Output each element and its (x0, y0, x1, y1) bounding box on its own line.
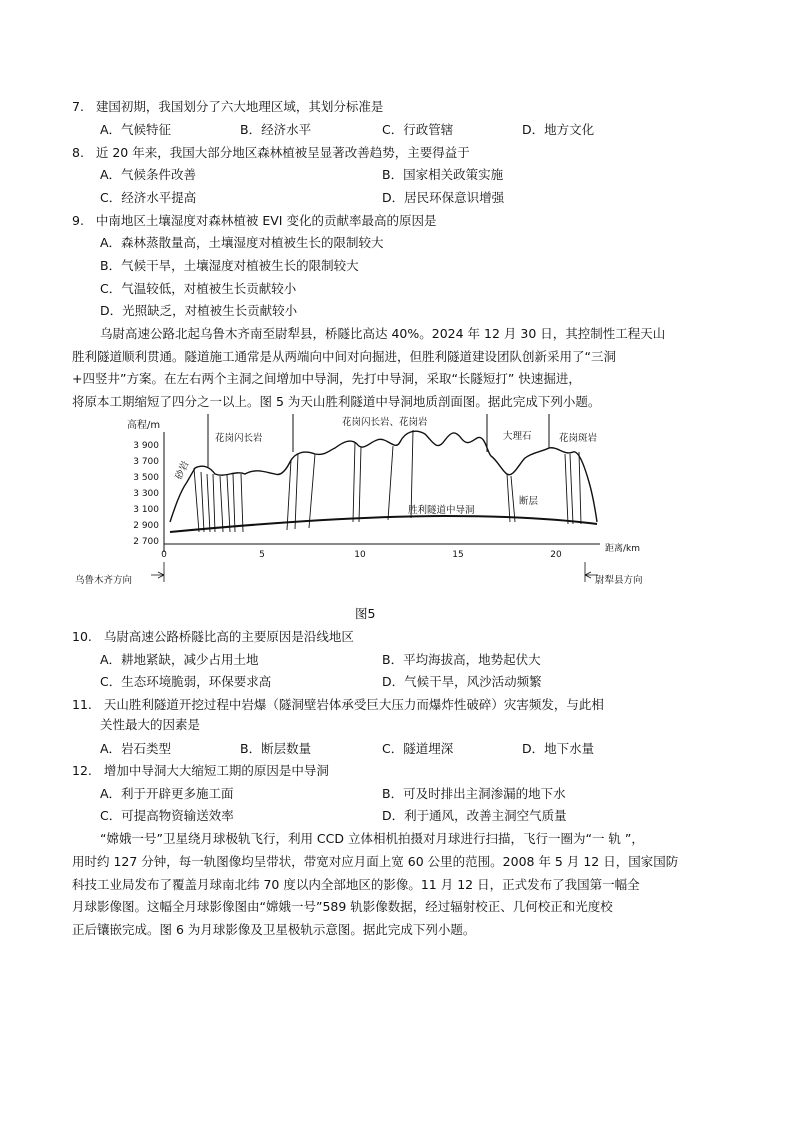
x-tick-15: 15 (452, 550, 464, 560)
q12-option-c[interactable]: C．可提高物资输送效率 (100, 808, 234, 823)
q8-option-a[interactable]: A．气候条件改善 (100, 167, 197, 182)
q11-option-c[interactable]: C．隧道埋深 (382, 741, 454, 756)
left-arrow-icon (151, 572, 164, 578)
passage1-line-1: 乌尉高速公路北起乌鲁木齐南至尉犁县，桥隧比高达 40%。2024 年 12 月 30 日，其控制性工程天山 (100, 326, 666, 341)
figure-5-caption: 图5 (355, 606, 376, 621)
y-tick-2900: 2 900 (133, 521, 159, 531)
x-tick-5: 5 (259, 550, 265, 560)
q11-option-b[interactable]: B．断层数量 (240, 741, 312, 756)
passage2-line-1: “嫦娥一号”卫星绕月球极轨飞行，利用 CCD 立体相机拍摄对月球进行扫描，飞行一圈为“一 轨 ”， (100, 831, 644, 846)
passage2-line-5: 正后镶嵌完成。图 6 为月球影像及卫星极轨示意图。据此完成下列小题。 (72, 922, 476, 937)
q11-option-d[interactable]: D．地下水量 (522, 741, 595, 756)
q11-option-a[interactable]: A．岩石类型 (100, 741, 172, 756)
x-tick-0: 0 (161, 550, 167, 560)
label-granodiorite-granite: 花岗闪长岩、花岗岩 (342, 417, 428, 428)
q12-option-a[interactable]: A．利于开辟更多施工面 (100, 786, 234, 801)
y-tick-3900: 3 900 (133, 441, 159, 451)
x-tick-10: 10 (354, 550, 366, 560)
q12-option-d[interactable]: D．利于通风，改善主洞空气质量 (382, 808, 567, 823)
label-granite-porphyry: 花岗斑岩 (559, 433, 598, 444)
q9-option-b[interactable]: B．气候干旱，土壤湿度对植被生长的限制较大 (100, 258, 359, 273)
question-8-stem: 8. 近 20 年来，我国大部分地区森林植被呈显著改善趋势，主要得益于 (72, 145, 470, 160)
left-direction-label: 乌鲁木齐方向 (75, 575, 133, 586)
question-12-stem: 12. 增加中导洞大大缩短工期的原因是中导洞 (72, 763, 329, 778)
q8-option-b[interactable]: B．国家相关政策实施 (382, 167, 504, 182)
y-tick-3700: 3 700 (133, 457, 159, 467)
y-tick-3100: 3 100 (133, 505, 159, 515)
geologic-profile-figure (75, 412, 655, 627)
y-tick-3300: 3 300 (133, 489, 159, 499)
q10-option-a[interactable]: A．耕地紧缺，减少占用土地 (100, 652, 259, 667)
q10-option-c[interactable]: C．生态环境脆弱，环保要求高 (100, 674, 272, 689)
y-axis-label: 高程/m (127, 420, 161, 431)
right-direction-label: 尉犁县方向 (595, 575, 643, 586)
y-tick-3500: 3 500 (133, 473, 159, 483)
y-tick-2700: 2 700 (133, 537, 159, 547)
question-7-stem: 7. 建国初期，我国划分了六大地理区域，其划分标准是 (72, 99, 384, 114)
passage2-line-2: 用时约 127 分钟，每一轨图像均呈带状，带宽对应月面上宽 60 公里的范围。2008 年 5 月 12 日，国家国防 (72, 854, 679, 869)
tunnel-line (170, 516, 597, 532)
passage2-line-3: 科技工业局发布了覆盖月球南北纬 70 度以内全部地区的影像。11 月 12 日，正式发布了我国第一幅全 (72, 877, 640, 892)
q10-option-d[interactable]: D．气候干旱，风沙活动频繁 (382, 674, 542, 689)
question-11-stem: 11. 天山胜利隧道开挖过程中岩爆（隧洞壁岩体承受巨大压力而爆炸性破碎）灾害频发，与此相 (72, 697, 604, 712)
label-marble: 大理石 (503, 431, 532, 442)
passage1-line-4: 将原本工期缩短了四分之一以上。图 5 为天山胜利隧道中导洞地质剖面图。据此完成下列小题。 (72, 394, 601, 409)
passage1-line-2: 胜利隧道顺利贯通。隧道施工通常是从两端向中间对向掘进，但胜利隧道建设团队创新采用了“三洞 (72, 349, 616, 364)
q9-option-c[interactable]: C．气温较低，对植被生长贡献较小 (100, 281, 297, 296)
q9-option-d[interactable]: D．光照缺乏，对植被生长贡献较小 (100, 303, 298, 318)
label-granodiorite-1: 花岗闪长岩 (215, 433, 263, 444)
q9-option-a[interactable]: A．森林蒸散量高，土壤湿度对植被生长的限制较大 (100, 235, 384, 250)
q8-option-d[interactable]: D．居民环保意识增强 (382, 190, 505, 205)
question-9-stem: 9. 中南地区土壤湿度对森林植被 EVI 变化的贡献率最高的原因是 (72, 213, 437, 228)
q7-option-a[interactable]: A．气候特征 (100, 122, 172, 137)
label-tunnel: 胜利隧道中导洞 (408, 505, 475, 516)
q7-option-b[interactable]: B．经济水平 (240, 122, 312, 137)
passage1-line-3: +四竖井”方案。在左右两个主洞之间增加中导洞，先打中导洞，采取“长隧短打” 快速掘进， (72, 371, 581, 386)
x-axis-label: 距离/km (605, 544, 641, 554)
q10-option-b[interactable]: B．平均海拔高，地势起伏大 (382, 652, 541, 667)
label-fault: 断层 (519, 496, 539, 507)
q8-option-c[interactable]: C．经济水平提高 (100, 190, 197, 205)
question-10-stem: 10. 乌尉高速公路桥隧比高的主要原因是沿线地区 (72, 629, 354, 644)
label-sandstone: 砂岩 (173, 459, 192, 482)
passage2-line-4: 月球影像图。这幅全月球影像图由“嫦娥一号”589 轨影像数据，经过辐射校正、几何校正和光度校 (72, 899, 613, 914)
q7-option-c[interactable]: C．行政管辖 (382, 122, 454, 137)
q12-option-b[interactable]: B．可及时排出主洞渗漏的地下水 (382, 786, 566, 801)
x-tick-20: 20 (550, 550, 562, 560)
question-11-stem-cont: 关性最大的因素是 (100, 717, 201, 732)
q7-option-d[interactable]: D．地方文化 (522, 122, 595, 137)
